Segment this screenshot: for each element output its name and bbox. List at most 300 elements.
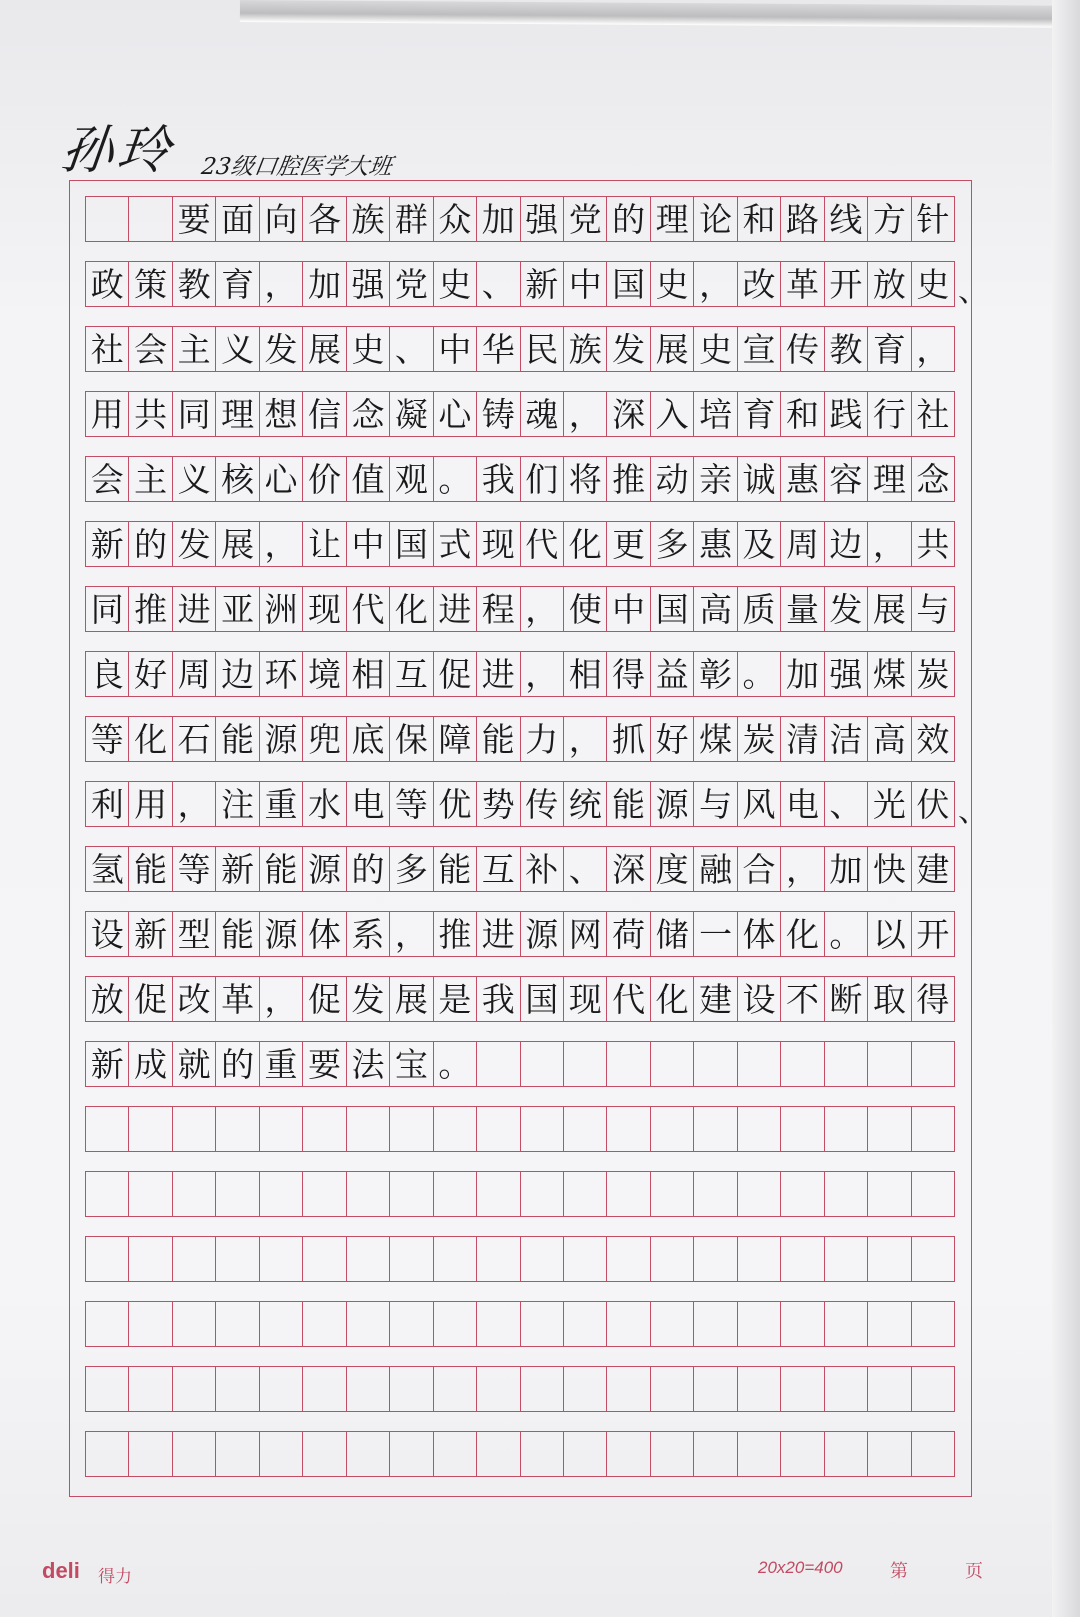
grid-cell: [86, 1237, 129, 1281]
grid-cell: 源: [260, 912, 303, 956]
grid-row: [85, 586, 955, 632]
grid-cell: 风: [738, 782, 781, 826]
grid-cell: [347, 1367, 390, 1411]
grid-cell: 与: [912, 587, 955, 631]
grid-cell: 同: [86, 587, 129, 631]
grid-cell: 将: [564, 457, 607, 501]
grid-cell: 。: [738, 652, 781, 696]
grid-cell: [477, 1237, 520, 1281]
grid-row: [85, 391, 955, 437]
grid-cell: [173, 1302, 216, 1346]
grid-cell: 优: [434, 782, 477, 826]
grid-cell: [912, 1107, 955, 1151]
grid-cell: [651, 1237, 694, 1281]
grid-cell: 设: [86, 912, 129, 956]
grid-cell: ，: [521, 587, 564, 631]
grid-spec: 20x20=400: [758, 1558, 843, 1577]
grid-cell: 强: [521, 197, 564, 241]
grid-cell: 国: [521, 977, 564, 1021]
grid-cell: 彰: [694, 652, 737, 696]
grid-cell: 改: [738, 262, 781, 306]
grid-cell: 党: [390, 262, 433, 306]
grid-cell: 践: [825, 392, 868, 436]
grid-cell: [825, 1367, 868, 1411]
grid-cell: [738, 1172, 781, 1216]
grid-cell: 式: [434, 522, 477, 566]
grid-cell: 族: [564, 327, 607, 371]
grid-cell: [477, 1302, 520, 1346]
grid-cell: 电: [347, 782, 390, 826]
grid-cell: [651, 1432, 694, 1476]
grid-cell: 念: [347, 392, 390, 436]
grid-cell: 、: [564, 847, 607, 891]
grid-cell: 各: [303, 197, 346, 241]
grid-cell: [868, 1107, 911, 1151]
grid-cell: 代: [607, 977, 650, 1021]
grid-cell: [303, 1172, 346, 1216]
grid-cell: ，: [564, 392, 607, 436]
grid-cell: 一: [694, 912, 737, 956]
grid-cell: [564, 1237, 607, 1281]
grid-cell: 代: [347, 587, 390, 631]
grid-cell: [651, 1042, 694, 1086]
grid-cell: 等: [86, 717, 129, 761]
grid-cell: 传: [521, 782, 564, 826]
grid-cell: 心: [260, 457, 303, 501]
grid-cell: 放: [868, 262, 911, 306]
grid-cell: [260, 1367, 303, 1411]
grid-cell: [868, 1042, 911, 1086]
grid-cell: 发: [173, 522, 216, 566]
grid-cell: 电: [781, 782, 824, 826]
brand-name-cn: 得力: [98, 1567, 132, 1587]
grid-cell: 境: [303, 652, 346, 696]
grid-cell: 炭: [912, 652, 955, 696]
grid-cell: 体: [738, 912, 781, 956]
grid-cell: 能: [607, 782, 650, 826]
grid-cell: [651, 1107, 694, 1151]
grid-cell: ，: [868, 522, 911, 566]
grid-cell: 共: [912, 522, 955, 566]
grid-cell: 铸: [477, 392, 520, 436]
grid-cell: 理: [216, 392, 259, 436]
grid-cell: [738, 1432, 781, 1476]
grid-cell: 族: [347, 197, 390, 241]
grid-cell: 理: [651, 197, 694, 241]
grid-cell: 保: [390, 717, 433, 761]
grid-cell: 源: [521, 912, 564, 956]
grid-cell: 宝: [390, 1042, 433, 1086]
grid-cell: ，: [173, 782, 216, 826]
grid-row: [85, 976, 955, 1022]
grid-cell: 。: [434, 1042, 477, 1086]
grid-cell: 要: [303, 1042, 346, 1086]
grid-row: [85, 716, 955, 762]
grid-cell: [347, 1107, 390, 1151]
grid-cell: 互: [477, 847, 520, 891]
grid-cell: ，: [260, 522, 303, 566]
grid-cell: 深: [607, 847, 650, 891]
class-label: 23级口腔医学大班: [199, 154, 394, 180]
grid-cell: 中: [347, 522, 390, 566]
grid-cell: 史: [651, 262, 694, 306]
grid-cell: [781, 1367, 824, 1411]
grid-cell: 以: [868, 912, 911, 956]
grid-cell: 容: [825, 457, 868, 501]
grid-cell: [738, 1107, 781, 1151]
grid-cell: 史: [694, 327, 737, 371]
grid-cell: [390, 1302, 433, 1346]
grid-cell: 亲: [694, 457, 737, 501]
grid-cell: 注: [216, 782, 259, 826]
grid-cell: 建: [694, 977, 737, 1021]
grid-cell: 系: [347, 912, 390, 956]
grid-cell: 让: [303, 522, 346, 566]
grid-row: [85, 781, 988, 829]
grid-cell: 融: [694, 847, 737, 891]
grid-cell: [434, 1302, 477, 1346]
grid-cell: [564, 1042, 607, 1086]
grid-cell: 用: [129, 782, 172, 826]
grid-cell: 能: [216, 912, 259, 956]
grid-cell: [825, 1172, 868, 1216]
grid-cell: [912, 1432, 955, 1476]
grid-cell: 义: [216, 327, 259, 371]
grid-cell: 发: [260, 327, 303, 371]
grid-cell: [303, 1107, 346, 1151]
grid-cell: [434, 1367, 477, 1411]
grid-cell: 惠: [781, 457, 824, 501]
grid-cell: 育: [738, 392, 781, 436]
grid-cell: ，: [390, 912, 433, 956]
grid-cell: 推: [607, 457, 650, 501]
grid-cell: 煤: [694, 717, 737, 761]
grid-cell: 进: [434, 587, 477, 631]
grid-cell: [607, 1302, 650, 1346]
grid-cell: 荷: [607, 912, 650, 956]
grid-cell: [477, 1172, 520, 1216]
grid-cell: 的: [607, 197, 650, 241]
grid-cell: 展: [651, 327, 694, 371]
grid-cell: 与: [694, 782, 737, 826]
grid-cell: 史: [912, 262, 955, 306]
grid-cell: 好: [651, 717, 694, 761]
grid-cell: 线: [825, 197, 868, 241]
grid-cell: 相: [564, 652, 607, 696]
grid-cell: 开: [912, 912, 955, 956]
grid-cell: 进: [477, 912, 520, 956]
grid-cell: [260, 1432, 303, 1476]
grid-cell: [86, 1432, 129, 1476]
grid-cell: 益: [651, 652, 694, 696]
grid-cell: 更: [607, 522, 650, 566]
grid-cell: 针: [912, 197, 955, 241]
grid-cell: 能: [129, 847, 172, 891]
grid-cell: 革: [216, 977, 259, 1021]
grid-cell: [564, 1432, 607, 1476]
grid-cell: 会: [129, 327, 172, 371]
grid-cell: 价: [303, 457, 346, 501]
grid-cell: 观: [390, 457, 433, 501]
grid-cell: [260, 1237, 303, 1281]
grid-cell: [651, 1302, 694, 1346]
grid-cell: 群: [390, 197, 433, 241]
grid-cell: 展: [303, 327, 346, 371]
grid-cell: 魂: [521, 392, 564, 436]
grid-cell: 统: [564, 782, 607, 826]
grid-cell: 及: [738, 522, 781, 566]
grid-cell: 底: [347, 717, 390, 761]
grid-cell: [477, 1367, 520, 1411]
grid-cell: 的: [216, 1042, 259, 1086]
grid-cell: [390, 1367, 433, 1411]
grid-cell: [694, 1302, 737, 1346]
grid-cell: 度: [651, 847, 694, 891]
grid-cell: 补: [521, 847, 564, 891]
grid-row: [85, 1171, 955, 1217]
grid-cell: [521, 1042, 564, 1086]
grid-cell: [434, 1172, 477, 1216]
grid-cell: 我: [477, 457, 520, 501]
grid-cell: 深: [607, 392, 650, 436]
grid-cell: [607, 1107, 650, 1151]
grid-cell: 煤: [868, 652, 911, 696]
grid-cell: [868, 1367, 911, 1411]
grid-cell: 众: [434, 197, 477, 241]
grid-cell: [434, 1107, 477, 1151]
overflow-char: 、: [958, 274, 988, 309]
grid-cell: [781, 1237, 824, 1281]
grid-cell: [868, 1172, 911, 1216]
grid-cell: [694, 1172, 737, 1216]
grid-cell: [173, 1432, 216, 1476]
grid-cell: 革: [781, 262, 824, 306]
grid-cell: [86, 1302, 129, 1346]
grid-cell: 网: [564, 912, 607, 956]
grid-cell: 兜: [303, 717, 346, 761]
grid-cell: [347, 1432, 390, 1476]
grid-cell: 、: [390, 327, 433, 371]
grid-cell: 史: [434, 262, 477, 306]
grid-cell: ，: [912, 327, 955, 371]
grid-cell: 新: [86, 522, 129, 566]
grid-cell: 代: [521, 522, 564, 566]
grid-cell: [260, 1172, 303, 1216]
grid-cell: [477, 1042, 520, 1086]
grid-cell: 强: [347, 262, 390, 306]
grid-cell: [607, 1432, 650, 1476]
grid-cell: 高: [868, 717, 911, 761]
grid-cell: 教: [173, 262, 216, 306]
grid-row: [85, 1236, 955, 1282]
grid-cell: 程: [477, 587, 520, 631]
grid-cell: 得: [912, 977, 955, 1021]
grid-cell: ，: [521, 652, 564, 696]
grid-cell: 良: [86, 652, 129, 696]
grid-cell: 值: [347, 457, 390, 501]
grid-row: [85, 1106, 955, 1152]
grid-cell: 发: [825, 587, 868, 631]
grid-cell: 重: [260, 1042, 303, 1086]
grid-cell: 传: [781, 327, 824, 371]
grid-cell: [347, 1172, 390, 1216]
grid-cell: 放: [86, 977, 129, 1021]
grid-cell: 快: [868, 847, 911, 891]
grid-cell: 义: [173, 457, 216, 501]
grid-row: [85, 261, 988, 309]
grid-cell: [390, 1107, 433, 1151]
grid-cell: [260, 1302, 303, 1346]
grid-cell: 论: [694, 197, 737, 241]
grid-cell: 利: [86, 782, 129, 826]
grid-cell: 能: [260, 847, 303, 891]
grid-cell: [303, 1302, 346, 1346]
grid-cell: 化: [651, 977, 694, 1021]
grid-cell: 不: [781, 977, 824, 1021]
grid-cell: 主: [173, 327, 216, 371]
grid-cell: 型: [173, 912, 216, 956]
grid-cell: 障: [434, 717, 477, 761]
grid-cell: [781, 1302, 824, 1346]
grid-cell: 相: [347, 652, 390, 696]
grid-cell: [216, 1302, 259, 1346]
grid-cell: [912, 1237, 955, 1281]
grid-cell: 伏: [912, 782, 955, 826]
grid-cell: [521, 1302, 564, 1346]
grid-cell: [303, 1432, 346, 1476]
grid-cell: [129, 1432, 172, 1476]
grid-cell: 边: [825, 522, 868, 566]
grid-cell: 社: [86, 327, 129, 371]
grid-cell: 能: [434, 847, 477, 891]
grid-cell: 策: [129, 262, 172, 306]
grid-cell: [607, 1042, 650, 1086]
grid-cell: 展: [390, 977, 433, 1021]
grid-cell: 新: [216, 847, 259, 891]
grid-cell: 体: [303, 912, 346, 956]
grid-cell: 国: [607, 262, 650, 306]
grid-cell: 多: [651, 522, 694, 566]
grid-cell: 和: [738, 197, 781, 241]
grid-row: [85, 1301, 955, 1347]
grid-cell: 化: [781, 912, 824, 956]
grid-cell: [825, 1107, 868, 1151]
grid-cell: [607, 1237, 650, 1281]
grid-cell: 心: [434, 392, 477, 436]
grid-cell: 培: [694, 392, 737, 436]
grid-row: [85, 1366, 955, 1412]
grid-cell: 促: [434, 652, 477, 696]
grid-cell: 党: [564, 197, 607, 241]
grid-cell: [868, 1237, 911, 1281]
grid-cell: 促: [129, 977, 172, 1021]
grid-cell: 方: [868, 197, 911, 241]
grid-cell: [347, 1237, 390, 1281]
brand-logo: deli: [42, 1558, 80, 1583]
grid-cell: 念: [912, 457, 955, 501]
grid-cell: [129, 1367, 172, 1411]
grid-cell: 重: [260, 782, 303, 826]
grid-cell: [694, 1237, 737, 1281]
grid-cell: [129, 1172, 172, 1216]
grid-cell: 洲: [260, 587, 303, 631]
grid-cell: 中: [564, 262, 607, 306]
grid-cell: 效: [912, 717, 955, 761]
grid-cell: 的: [129, 522, 172, 566]
grid-cell: 互: [390, 652, 433, 696]
grid-cell: 们: [521, 457, 564, 501]
grid-cell: 国: [390, 522, 433, 566]
page-top-edge: [240, 0, 1080, 28]
grid-cell: [390, 1172, 433, 1216]
grid-cell: [521, 1432, 564, 1476]
grid-cell: 亚: [216, 587, 259, 631]
grid-cell: 石: [173, 717, 216, 761]
grid-cell: 光: [868, 782, 911, 826]
grid-cell: [912, 1172, 955, 1216]
grid-row: [85, 1041, 955, 1087]
grid-cell: 化: [564, 522, 607, 566]
grid-cell: [521, 1172, 564, 1216]
grid-cell: 信: [303, 392, 346, 436]
grid-cell: [129, 1302, 172, 1346]
grid-cell: 。: [825, 912, 868, 956]
grid-cell: [868, 1432, 911, 1476]
grid-cell: 会: [86, 457, 129, 501]
grid-cell: ，: [694, 262, 737, 306]
grid-row: [85, 196, 955, 242]
grid-cell: [216, 1432, 259, 1476]
grid-cell: [173, 1367, 216, 1411]
grid-cell: [564, 1367, 607, 1411]
grid-cell: 周: [173, 652, 216, 696]
grid-cell: 行: [868, 392, 911, 436]
grid-cell: 加: [477, 197, 520, 241]
grid-cell: [129, 1237, 172, 1281]
grid-cell: [694, 1432, 737, 1476]
grid-cell: 、: [825, 782, 868, 826]
grid-row: [85, 521, 955, 567]
grid-row: [85, 651, 955, 697]
grid-cell: [173, 1107, 216, 1151]
grid-cell: 洁: [825, 717, 868, 761]
grid-cell: [390, 1237, 433, 1281]
page-number-label-prefix: 第: [890, 1561, 908, 1582]
grid-cell: [521, 1107, 564, 1151]
grid-cell: 建: [912, 847, 955, 891]
grid-cell: 进: [173, 587, 216, 631]
grid-cell: 促: [303, 977, 346, 1021]
grid-cell: [390, 1432, 433, 1476]
grid-cell: 源: [303, 847, 346, 891]
grid-cell: [477, 1107, 520, 1151]
grid-cell: [564, 1107, 607, 1151]
grid-cell: [216, 1367, 259, 1411]
grid-cell: 推: [434, 912, 477, 956]
grid-cell: 等: [390, 782, 433, 826]
grid-cell: 核: [216, 457, 259, 501]
grid-cell: 法: [347, 1042, 390, 1086]
overflow-char: 、: [958, 794, 988, 829]
grid-cell: 加: [825, 847, 868, 891]
grid-cell: 现: [564, 977, 607, 1021]
grid-cell: [216, 1107, 259, 1151]
grid-cell: [86, 197, 129, 241]
grid-cell: 和: [781, 392, 824, 436]
character-grid: [85, 196, 988, 1496]
grid-cell: 展: [216, 522, 259, 566]
grid-cell: 发: [347, 977, 390, 1021]
